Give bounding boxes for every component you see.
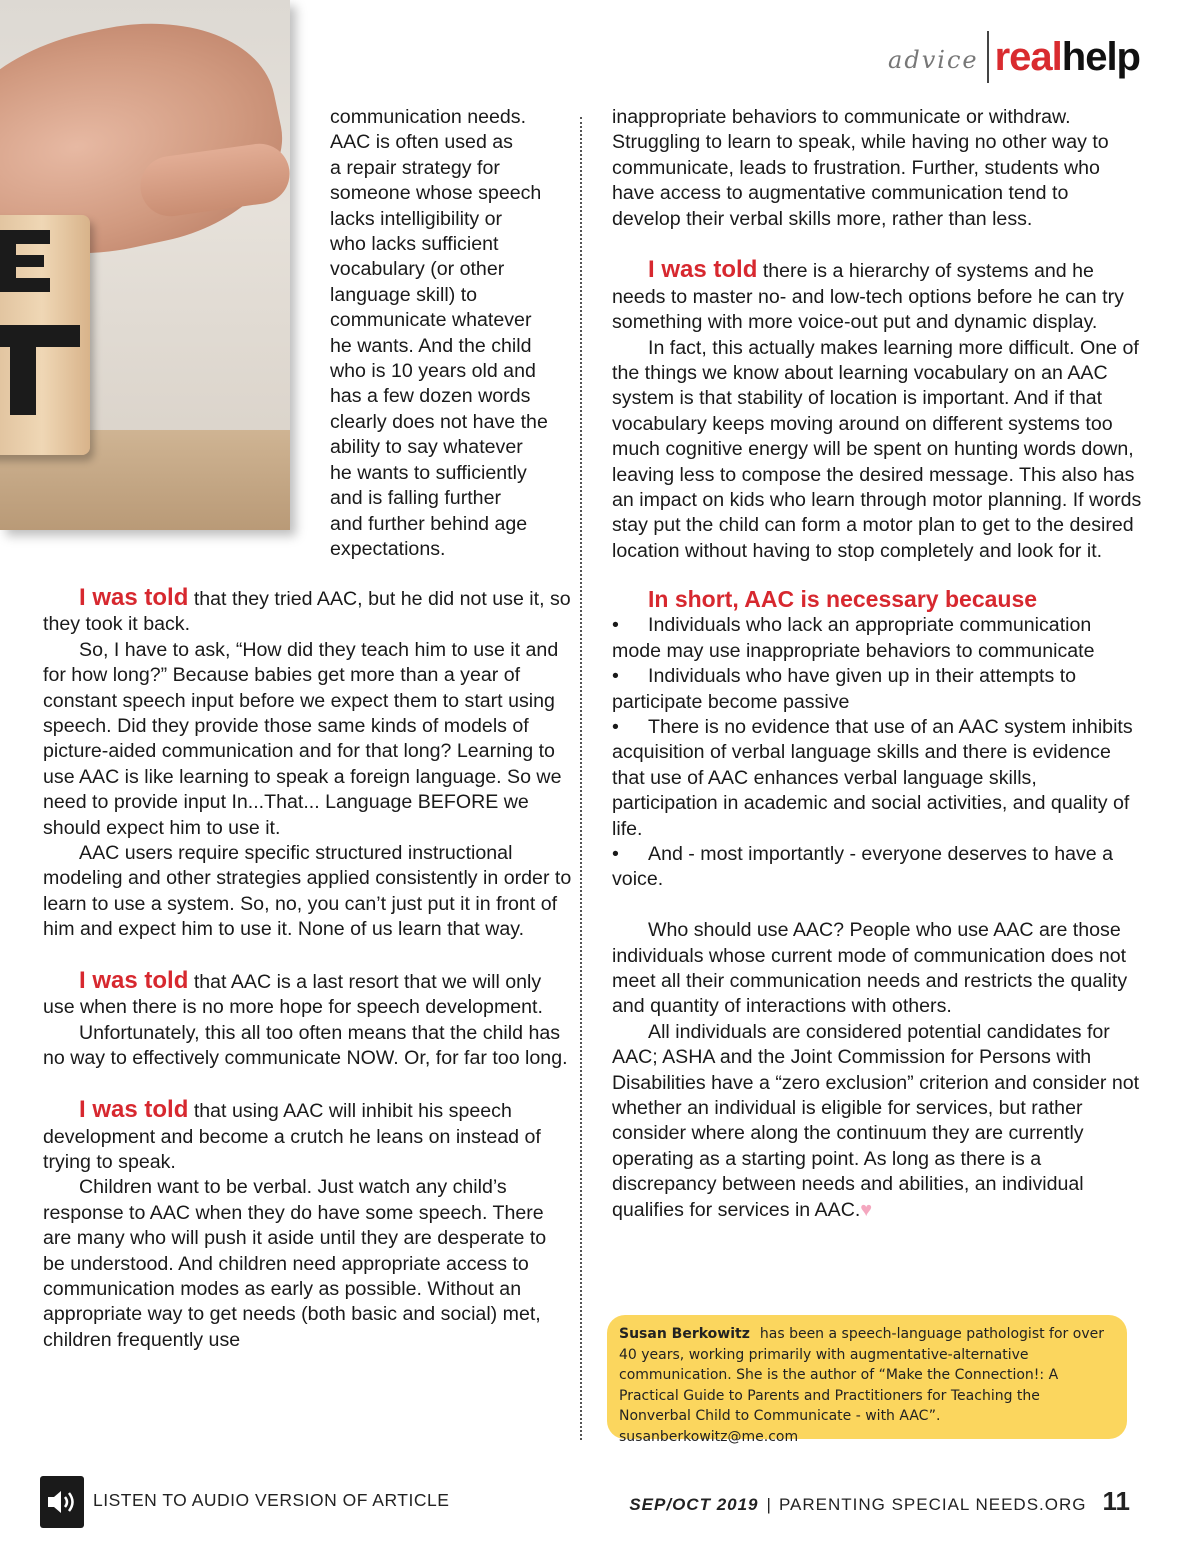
told-text: there is a hierarchy of systems and he needs to master no- and low-tech options before he can try something with more voice-out put and dynamic display.	[612, 260, 1124, 334]
paragraph-hierarchy	[612, 257, 1142, 335]
brand-advice: advice	[888, 46, 979, 74]
author-name: Susan Berkowitz	[619, 1326, 750, 1342]
intro-line: who lacks sufficient	[330, 233, 499, 256]
told-text: that using AAC will inhibit his speech development and become a crutch he leans on instead of trying to speak.	[43, 1100, 541, 1173]
brand-help: help	[1061, 34, 1140, 79]
intro-line: language skill) to	[330, 283, 478, 306]
intro-line: clearly does not have the	[330, 410, 548, 433]
article-photo	[0, 0, 290, 530]
intro-line: he wants. And the child	[330, 334, 532, 357]
column-divider	[580, 117, 582, 1440]
heart-icon: ♥	[860, 1198, 873, 1221]
i-was-told-label: I was told	[79, 584, 189, 611]
author-bio-box	[607, 1315, 1127, 1445]
paragraph: inappropriate behaviors to communicate or withdraw. Struggling to learn to speak, while having no other way to communicate, leads to frustration. Further, students who have access to augmentative communication tend to develop their verbal skills more, rather than less.	[612, 106, 1109, 230]
intro-line: he wants to sufficiently	[330, 461, 527, 484]
brand-real: real	[994, 34, 1062, 79]
bullet-item	[612, 715, 1142, 842]
block-letter-t-icon	[0, 300, 90, 420]
intro-line: and is falling further	[330, 487, 501, 510]
paragraph-last-resort	[43, 968, 573, 1021]
section-brand	[888, 32, 1140, 82]
audio-speaker-icon[interactable]	[40, 1476, 84, 1528]
block-letter-e-icon	[0, 215, 80, 305]
folio-separator: |	[766, 1495, 771, 1514]
brand-divider	[987, 31, 989, 83]
bullet-text: And - most importantly - everyone deserves to have a voice.	[612, 842, 1114, 891]
intro-line: communicate whatever	[330, 309, 532, 332]
bullet-item	[612, 842, 1142, 893]
intro-line: lacks intelligibility or	[330, 207, 503, 230]
intro-line: AAC is often used as	[330, 131, 513, 154]
intro-line: who is 10 years old and	[330, 360, 536, 383]
site-name: PARENTING SPECIAL NEEDS.ORG	[778, 1495, 1087, 1514]
told-text: that AAC is a last resort that we will only use when there is no more hope for speech development.	[43, 971, 543, 1019]
author-bio-text: has been a speech-language pathologist for over 40 years, working primarily with augmentative-alternative communication. She is the author of “Make the Connection!: A Practical Guide to Parents and Practitioners for Teaching the Nonverbal Child to Communicate - with AAC”. susanberkowitz@me.com	[619, 1326, 1104, 1445]
intro-line: and further behind age	[330, 512, 528, 535]
paragraph: Who should use AAC? People who use AAC are those individuals whose current mode of communication does not meet all their communication needs and restricts the quality and quantity of interactions with others.	[612, 919, 1128, 1018]
bullet-text: Individuals who have given up in their attempts to participate become passive	[612, 665, 1077, 713]
subheading: In short, AAC is necessary because	[648, 586, 1038, 613]
told-text: that they tried AAC, but he did not use it, so they took it back.	[43, 588, 571, 636]
bullet-list	[612, 613, 1142, 892]
intro-line: a repair strategy for	[330, 156, 500, 179]
bullet-item	[612, 664, 1142, 715]
bullet-dot: •	[612, 842, 619, 865]
page-folio	[629, 1486, 1130, 1517]
intro-line: expectations.	[330, 537, 446, 560]
paragraph-inhibit-speech	[43, 1097, 573, 1175]
page-number: 11	[1102, 1486, 1130, 1516]
listen-audio-link[interactable]: LISTEN TO AUDIO VERSION OF ARTICLE	[93, 1490, 450, 1510]
intro-text	[330, 105, 575, 562]
i-was-told-label: I was told	[648, 256, 758, 284]
paragraph: In fact, this actually makes learning more difficult. One of the things we know about learning vocabulary on an AAC system is that stability of location is important. And if that vocabulary keeps moving around on different systems too much cognitive energy will be spent on hunting words down, leaving less to compose the desired message. This also has an impact on kids who learn through motor planning. If words stay put the child can form a motor plan to get to the desired location without having to stop completely and look for it.	[612, 336, 1142, 562]
paragraph-tried-aac	[43, 585, 573, 638]
bullet-dot: •	[612, 715, 619, 738]
bullet-dot: •	[612, 614, 619, 637]
issue-date: SEP/OCT 2019	[629, 1495, 759, 1514]
paragraph: AAC users require specific structured instructional modeling and other strategies applied consistently in order to learn to use a system. So, no, you can’t just put it in front of him and expect him to use it. None of us learn that way.	[43, 842, 572, 941]
intro-line: vocabulary (or other	[330, 258, 505, 281]
intro-line: communication needs.	[330, 106, 527, 128]
paragraph: So, I have to ask, “How did they teach him to use it and for how long?” Because babies get more than a year of constant speech input before we expect them to start using speech. Did they provide those same kinds of models of picture-aided communication and for that long? Learning to use AAC is like learning to speak a foreign language. So we need to provide input In...That... Language BEFORE we should expect him to use it.	[43, 638, 562, 839]
paragraph: Children want to be verbal. Just watch any child’s response to AAC when they do have some speech. There are many who will push it aside until they are desperate to be understood. And children need appropriate access to communication modes as early as possible. Without an appropriate way to get needs (both basic and social) met, children frequently use	[43, 1176, 547, 1351]
bullet-text: There is no evidence that use of an AAC system inhibits acquisition of verbal language skills and there is evidence that use of AAC enhances verbal language skills, participation in academic and social activities, and quality of life.	[612, 715, 1133, 840]
right-column	[612, 105, 1142, 1223]
left-column	[43, 585, 573, 1353]
paragraph: Unfortunately, this all too often means that the child has no way to effectively communicate NOW. Or, for far too long.	[43, 1021, 568, 1070]
bullet-item	[612, 613, 1142, 664]
intro-line: has a few dozen words	[330, 385, 531, 408]
paragraph-final	[612, 1020, 1142, 1223]
i-was-told-label: I was told	[79, 1096, 189, 1124]
final-text: All individuals are considered potential candidates for AAC; ASHA and the Joint Commission for Persons with Disabilities have a “zero exclusion” criterion and consider not whether an individual is eligible for services, but rather consider where along the continuum they are currently operating as a starting point. As long as there is a discrepancy between needs and abilities, an individual qualifies for services in AAC.	[612, 1020, 1140, 1221]
i-was-told-label: I was told	[79, 967, 189, 995]
intro-line: ability to say whatever	[330, 436, 523, 459]
intro-line: someone whose speech	[330, 182, 542, 205]
bullet-dot: •	[612, 665, 619, 688]
bullet-text: Individuals who lack an appropriate communication mode may use inappropriate behaviors to communicate	[612, 614, 1095, 662]
